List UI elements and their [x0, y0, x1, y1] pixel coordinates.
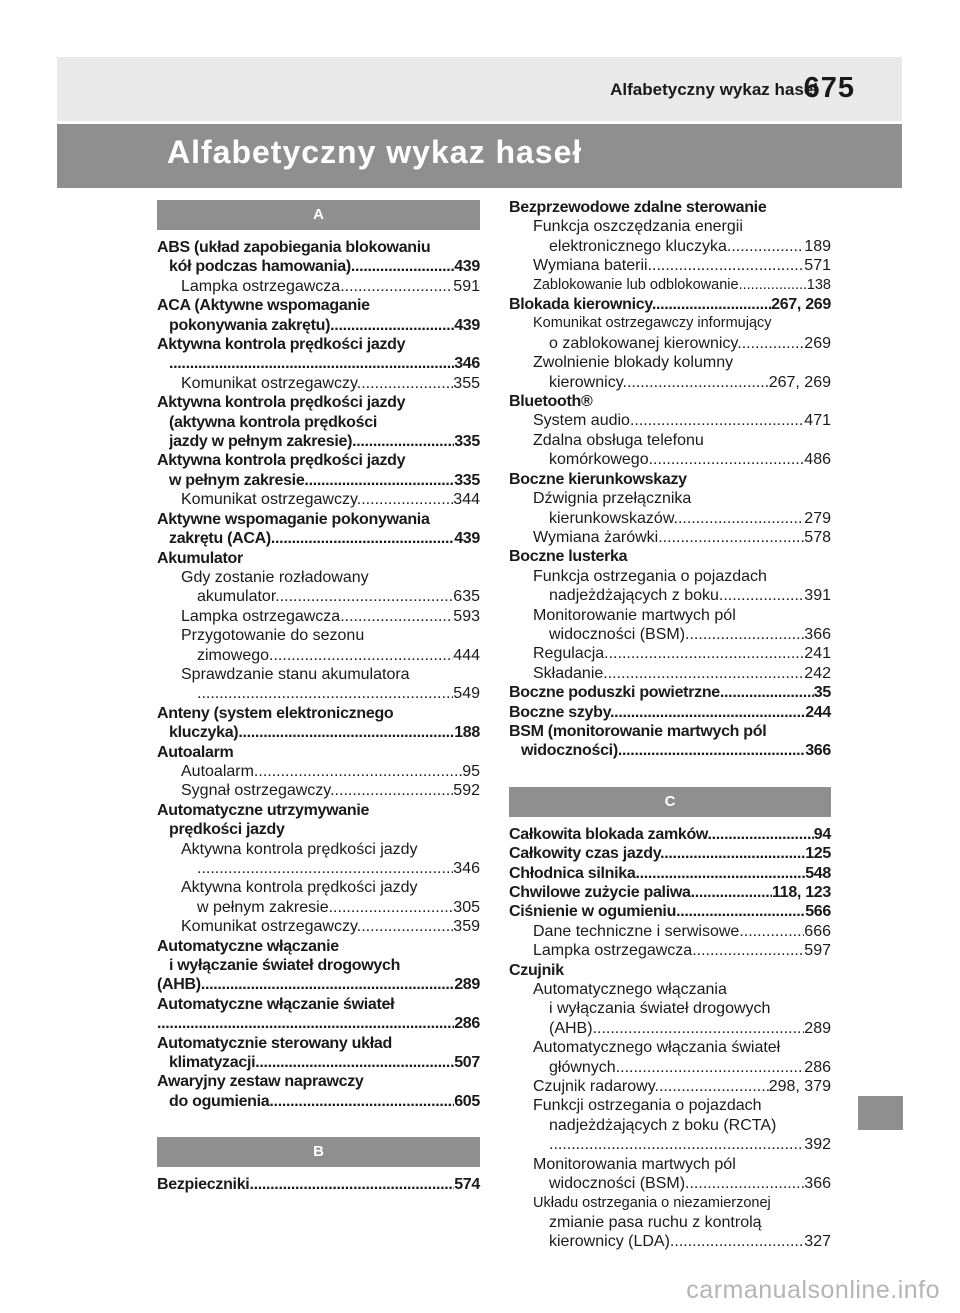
- index-entry: ABS (układ zapobiegania blokowaniu: [157, 239, 431, 256]
- entry-page-ref: 269: [804, 334, 831, 352]
- index-entry: [509, 683, 831, 702]
- index-entry: [157, 975, 480, 994]
- index-entry: [157, 257, 480, 276]
- entry-page-ref: 439: [454, 258, 480, 276]
- index-entry: Monitorowania martwych pól: [533, 1155, 736, 1173]
- entry-page-ref: 189: [804, 237, 831, 255]
- entry-page-ref: 327: [804, 1233, 831, 1251]
- entry-page-ref: 305: [453, 898, 480, 916]
- entry-page-ref: 35: [813, 684, 831, 702]
- index-entry: [509, 1174, 831, 1193]
- entry-page-ref: 439: [454, 316, 480, 334]
- entry-term: Chwilowe zużycie paliwa .....: [509, 883, 772, 902]
- entry-page-ref: 592: [453, 782, 480, 800]
- entry-term: nadjeżdżających z boku .....: [549, 586, 804, 605]
- entry-term: głównych .....: [549, 1058, 804, 1077]
- entry-term: Czujnik radarowy .....: [533, 1077, 769, 1096]
- index-entry: [509, 844, 831, 863]
- entry-term: akumulator .....: [197, 587, 453, 606]
- entry-term: widoczności (BSM) .....: [549, 625, 804, 644]
- entry-term: widoczności (BSM) .....: [549, 1174, 804, 1193]
- entry-term: widoczności) .....: [521, 741, 805, 760]
- entry-page-ref: 94: [813, 825, 831, 843]
- index-entry: [509, 902, 831, 921]
- index-entry: [157, 898, 480, 917]
- index-entry: [509, 864, 831, 883]
- entry-term: Autoalarm .....: [181, 762, 462, 781]
- index-entry: [509, 528, 831, 547]
- entry-term: kierownicy .....: [549, 373, 769, 392]
- index-entry: Zwolnienie blokady kolumny: [533, 354, 734, 372]
- index-entry: [157, 316, 480, 335]
- entry-term: klimatyzacji .....: [169, 1053, 454, 1072]
- index-entry: [509, 1058, 831, 1077]
- entry-term: Boczne szyby .....: [509, 703, 805, 722]
- entry-term: kół podczas hamowania) .....: [169, 257, 454, 276]
- index-entry: Anteny (system elektronicznego: [157, 704, 394, 722]
- entry-page-ref: 471: [804, 412, 831, 430]
- page-title: Alfabetyczny wykaz haseł: [167, 134, 583, 170]
- entry-term: [169, 354, 454, 373]
- section-letter-b: B: [157, 1137, 480, 1167]
- index-entry: (aktywna kontrola prędkości: [169, 413, 377, 431]
- entry-page-ref: 286: [804, 1058, 831, 1076]
- index-entry: [509, 664, 831, 683]
- entry-term: zakrętu (ACA) .....: [169, 529, 454, 548]
- index-entry: [509, 411, 831, 430]
- index-entry: [509, 1232, 831, 1251]
- entry-page-ref: 298, 379: [768, 1078, 831, 1096]
- index-entry: [509, 1077, 831, 1096]
- index-entry: [509, 237, 831, 256]
- index-entry: Dźwignia przełącznika: [533, 490, 692, 508]
- entry-term: Sygnał ostrzegawczy .....: [181, 781, 453, 800]
- entry-page-ref: 346: [454, 355, 480, 373]
- entry-term: kluczyka) .....: [169, 723, 454, 742]
- page-number: 675: [803, 72, 855, 104]
- entry-term: [197, 684, 453, 703]
- entry-term: (AHB) .....: [157, 975, 454, 994]
- index-entry: BSM (monitorowanie martwych pól: [509, 722, 767, 740]
- entry-term: Komunikat ostrzegawczy .....: [181, 490, 453, 509]
- index-entry: [509, 1135, 831, 1154]
- index-entry: [157, 277, 480, 296]
- entry-page-ref: 392: [804, 1136, 831, 1154]
- entry-page-ref: 666: [804, 922, 831, 940]
- entry-page-ref: 355: [453, 374, 480, 392]
- entry-term: Lampka ostrzegawcza .....: [181, 277, 453, 296]
- index-entry: Komunikat ostrzegawczy informujący: [533, 315, 772, 332]
- index-entry: [157, 723, 480, 742]
- entry-term: Regulacja .....: [533, 644, 804, 663]
- index-entry: Aktywna kontrola prędkości jazdy: [181, 879, 418, 897]
- index-entry: [157, 1053, 480, 1072]
- entry-term: Blokada kierownicy .....: [509, 295, 771, 314]
- index-entry: [157, 646, 480, 665]
- index-entry: Sprawdzanie stanu akumulatora: [181, 665, 410, 683]
- index-entry: Funkcja oszczędzania energii: [533, 218, 743, 236]
- index-entry: i wyłączanie świateł drogowych: [169, 957, 401, 975]
- entry-term: Całkowity czas jazdy .....: [509, 844, 805, 863]
- index-list-c: [509, 825, 831, 1252]
- entry-term: [549, 1135, 804, 1154]
- entry-page-ref: 574: [454, 1176, 480, 1194]
- index-entry: [157, 1014, 480, 1033]
- index-entry: [157, 529, 480, 548]
- entry-term: Komunikat ostrzegawczy .....: [181, 374, 453, 393]
- entry-term: kierunkowskazów .....: [549, 509, 804, 528]
- index-entry: [157, 432, 480, 451]
- index-entry: Zdalna obsługa telefonu: [533, 431, 704, 449]
- entry-page-ref: 566: [805, 903, 831, 921]
- index-entry: [509, 276, 831, 295]
- index-entry: [509, 256, 831, 275]
- index-entry: [157, 490, 480, 509]
- entry-page-ref: 359: [453, 918, 480, 936]
- entry-page-ref: 242: [804, 664, 831, 682]
- index-entry: [157, 471, 480, 490]
- index-entry: zmianie pasa ruchu z kontrolą: [549, 1213, 762, 1231]
- entry-page-ref: 346: [453, 860, 480, 877]
- entry-page-ref: 241: [804, 645, 831, 663]
- index-entry: [509, 703, 831, 722]
- entry-term: (AHB) .....: [549, 1019, 804, 1038]
- index-entry: Bezprzewodowe zdalne sterowanie: [509, 199, 767, 216]
- entry-page-ref: 244: [805, 703, 831, 721]
- index-entry: Czujnik: [509, 961, 564, 979]
- index-entry: Układu ostrzegania o niezamierzonej: [533, 1194, 771, 1211]
- index-entry: Gdy zostanie rozładowany: [181, 568, 369, 586]
- index-entry: [509, 334, 831, 353]
- running-header-title: Alfabetyczny wykaz haseł: [610, 80, 818, 99]
- index-entry: Akumulator: [157, 549, 243, 567]
- entry-page-ref: 366: [805, 742, 831, 760]
- index-entry: Awaryjny zestaw naprawczy: [157, 1073, 364, 1091]
- index-entry: [509, 509, 831, 528]
- entry-page-ref: 391: [804, 587, 831, 605]
- entry-term: w pełnym zakresie .....: [197, 898, 453, 917]
- index-entry: Przygotowanie do sezonu: [181, 627, 365, 645]
- index-entry: Funkcja ostrzegania o pojazdach: [533, 567, 767, 585]
- entry-term: o zablokowanej kierownicy .....: [549, 334, 804, 353]
- index-entry: [157, 762, 480, 781]
- index-entry: [509, 644, 831, 663]
- entry-page-ref: 635: [453, 588, 480, 606]
- entry-term: Bezpieczniki .....: [157, 1175, 454, 1194]
- entry-page-ref: 593: [453, 607, 480, 625]
- entry-term: Składanie .....: [533, 664, 804, 683]
- index-entry: Boczne lusterka: [509, 548, 628, 566]
- index-entry: Autoalarm: [157, 743, 234, 761]
- index-entry: i wyłączania świateł drogowych: [549, 1000, 771, 1018]
- entry-page-ref: 571: [804, 257, 831, 275]
- index-column-right: [509, 198, 831, 1252]
- index-entry: [509, 941, 831, 960]
- entry-term: Chłodnica silnika .....: [509, 864, 805, 883]
- entry-page-ref: 444: [453, 646, 480, 664]
- index-entry: Automatycznego włączania świateł: [533, 1039, 781, 1057]
- watermark: carmanualsonline.info: [686, 1276, 940, 1304]
- entry-term: pokonywania zakrętu) .....: [169, 316, 454, 335]
- index-list-a: [157, 238, 480, 1111]
- entry-term: elektronicznego kluczyka .....: [549, 237, 804, 256]
- index-entry: [157, 1092, 480, 1111]
- index-entry: Funkcji ostrzegania o pojazdach: [533, 1097, 762, 1115]
- index-entry: Aktywna kontrola prędkości jazdy: [157, 336, 406, 354]
- entry-page-ref: 335: [454, 471, 480, 489]
- index-entry: Automatycznego włączania: [533, 981, 727, 999]
- index-entry: Aktywna kontrola prędkości jazdy: [157, 394, 406, 412]
- entry-page-ref: 578: [804, 528, 831, 546]
- entry-page-ref: 188: [454, 724, 480, 742]
- entry-page-ref: 335: [454, 433, 480, 451]
- entry-term: [197, 859, 453, 878]
- index-entry: [157, 607, 480, 626]
- entry-page-ref: 267, 269: [771, 296, 831, 314]
- entry-page-ref: 344: [453, 491, 480, 509]
- index-entry: [509, 450, 831, 469]
- entry-page-ref: 597: [804, 942, 831, 960]
- entry-page-ref: 439: [454, 530, 480, 548]
- index-entry: Boczne kierunkowskazy: [509, 470, 687, 488]
- entry-term: komórkowego .....: [549, 450, 804, 469]
- index-list-b-left: [157, 1175, 480, 1194]
- thumb-index-tab: [858, 1096, 903, 1130]
- entry-page-ref: 289: [454, 976, 480, 994]
- entry-page-ref: 125: [805, 845, 831, 863]
- entry-page-ref: 138: [806, 276, 831, 293]
- index-entry: [157, 859, 480, 878]
- section-letter-a: A: [157, 200, 480, 230]
- index-entry: [509, 825, 831, 844]
- index-entry: nadjeżdżających z boku (RCTA): [549, 1116, 777, 1134]
- index-entry: [157, 374, 480, 393]
- title-band: [57, 124, 902, 188]
- entry-page-ref: 279: [804, 509, 831, 527]
- entry-term: jazdy w pełnym zakresie) .....: [169, 432, 454, 451]
- index-column-left: [157, 198, 480, 1195]
- index-entry: [157, 587, 480, 606]
- index-entry: Automatycznie sterowany układ: [157, 1034, 392, 1052]
- index-entry: [157, 684, 480, 703]
- entry-term: w pełnym zakresie .....: [169, 471, 454, 490]
- entry-page-ref: 548: [805, 864, 831, 882]
- entry-page-ref: 267, 269: [768, 373, 831, 391]
- index-entry: Automatyczne włączanie: [157, 937, 339, 955]
- index-entry: [157, 781, 480, 800]
- entry-term: Całkowita blokada zamków .....: [509, 825, 814, 844]
- entry-term: Wymiana baterii .....: [533, 256, 804, 275]
- entry-term: Lampka ostrzegawcza .....: [181, 607, 453, 626]
- index-entry: [157, 917, 480, 936]
- entry-page-ref: 286: [454, 1015, 480, 1033]
- entry-term: zimowego .....: [197, 646, 453, 665]
- index-entry: Bluetooth®: [509, 393, 593, 411]
- index-entry: Automatyczne włączanie świateł: [157, 995, 395, 1013]
- entry-term: Boczne poduszki powietrzne .....: [509, 683, 814, 702]
- index-entry: [509, 625, 831, 644]
- index-entry: [509, 373, 831, 392]
- index-entry: Aktywna kontrola prędkości jazdy: [181, 840, 418, 858]
- entry-page-ref: 95: [462, 762, 480, 780]
- index-entry: Aktywna kontrola prędkości jazdy: [157, 452, 406, 470]
- entry-term: [157, 1014, 454, 1033]
- entry-page-ref: 289: [804, 1019, 831, 1037]
- index-entry: prędkości jazdy: [169, 821, 285, 839]
- entry-page-ref: 549: [453, 685, 480, 703]
- entry-page-ref: 118, 123: [772, 884, 831, 901]
- entry-page-ref: 507: [454, 1054, 480, 1072]
- index-entry: [509, 741, 831, 760]
- index-entry: [509, 295, 831, 314]
- entry-page-ref: 591: [453, 277, 480, 295]
- entry-term: Ciśnienie w ogumieniu .....: [509, 902, 805, 921]
- entry-term: System audio .....: [533, 411, 804, 430]
- entry-term: Zablokowanie lub odblokowanie .....: [533, 276, 807, 295]
- index-entry: Automatyczne utrzymywanie: [157, 801, 370, 819]
- index-list-b-right: [509, 198, 831, 761]
- entry-term: Wymiana żarówki .....: [533, 528, 804, 547]
- index-entry: Aktywne wspomaganie pokonywania: [157, 510, 430, 528]
- index-entry: [509, 1019, 831, 1038]
- entry-term: Dane techniczne i serwisowe .....: [533, 922, 804, 941]
- entry-term: Lampka ostrzegawcza .....: [533, 941, 804, 960]
- entry-page-ref: 366: [804, 625, 831, 643]
- index-entry: [157, 354, 480, 373]
- index-entry: [157, 1175, 480, 1194]
- index-entry: [509, 883, 831, 902]
- index-entry: [509, 922, 831, 941]
- entry-term: kierownicy (LDA) .....: [549, 1232, 804, 1251]
- index-entry: ACA (Aktywne wspomaganie: [157, 297, 370, 315]
- entry-page-ref: 486: [804, 451, 831, 469]
- entry-term: Komunikat ostrzegawczy .....: [181, 917, 453, 936]
- entry-page-ref: 605: [454, 1092, 480, 1110]
- section-letter-c: C: [509, 787, 831, 817]
- index-entry: [509, 586, 831, 605]
- entry-term: do ogumienia .....: [169, 1092, 454, 1111]
- entry-page-ref: 366: [804, 1175, 831, 1193]
- index-entry: Monitorowanie martwych pól: [533, 606, 736, 624]
